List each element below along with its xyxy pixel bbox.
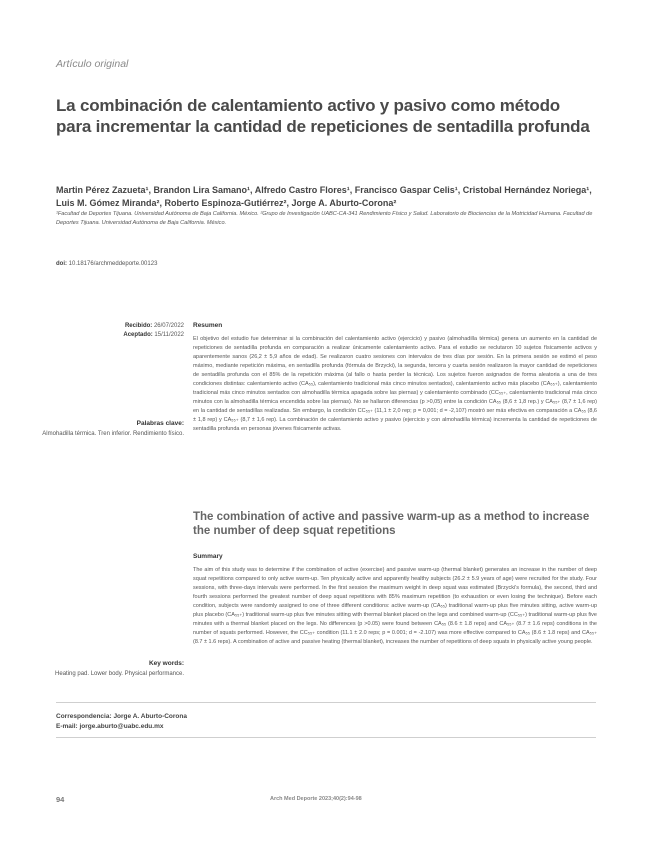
received-label: Recibido: (124, 323, 153, 329)
resumen-text: El objetivo del estudio fue determinar si la combinación del calentamiento activo (ejercicio) y pasivo (almohadilla térmica) genera un aumento en la cantidad de repeticiones de sentadilla profunda en comparación a realizar únicamente calentamiento activo. Para el estudio se reclutaron 10 sujetos físicamente activos y aparentemente sanos (26,2 ± 5,9 años de edad). Se realizaron cuatro sesiones con intervalos de tres días por sesión. En la primera sesión se estimó el peso máximo, mediante repetición máxima, en sentadilla profunda (fórmula de Brzycki), la segunda, tercera y cuarta sesión realizaron la mayor cantidad de repeticiones de sentadilla profunda con el 85% de la repetición máxima (al fallo o hasta perder la técnica). Los sujetos fueron asignados de forma aleatoria a una de tres condiciones distintas: calentamiento activo (CA₅₅), calentamiento tradicional más cinco minutos sentados), calentamiento activo más placebo (CA₅₅₊), calentamiento tradicional más cinco minutos sentados con almohadilla térmica apagada sobre las piernas) y calentamiento combinado (CC₅₅₊, calentamiento tradicional más cinco minutos con la almohadilla térmica encendida sobre las piernas). No se hallaron diferencias (p >0,05) entre la condición CA₅₅ (8,6 ± 1,8 rep.) y CA₅₅₊ (8,7 ± 1,6 rep) en la cantidad de sentadillas realizadas. Sin embargo, la condición CC₅₅₊ (11,1 ± 2,0 rep; p = 0,001; d = -2,107) mostró ser más efectiva en comparación a CA₅₅ (8,6 ± 1,8 rep) y CA₅₅₊ (8,7 ± 1,6 rep). La combinación de calentamiento activo y pasivo (ejercicio y con almohadilla térmica) incrementa la cantidad de repeticiones de sentadilla profunda en personas jóvenes físicamente activas. (193, 336, 597, 432)
page-number: 94 (56, 795, 65, 804)
accepted-label: Aceptado: (123, 332, 153, 338)
doi-label: doi: (56, 261, 67, 267)
keywords-es-text: Almohadilla térmica. Tren inferior. Rendimiento físico. (42, 431, 184, 437)
correspondence-label: Correspondencia: (56, 713, 112, 720)
received-date: 26/07/2022 (153, 323, 184, 329)
english-title: The combination of active and passive warm-up as a method to increase the number of deep squat repetitions (193, 511, 590, 537)
correspondence-block (56, 712, 187, 732)
journal-citation: Arch Med Deporte 2023;40(2):94-98 (270, 796, 362, 802)
dates-block (56, 322, 184, 340)
article-title: La combinación de calentamiento activo y pasivo como método para incrementar la cantidad de repeticiones de sentadilla profunda (56, 96, 590, 136)
summary-heading: Summary (193, 553, 223, 560)
author-list: Martin Pérez Zazueta¹, Brandon Lira Samano¹, Alfredo Castro Flores¹, Francisco Gaspar Celis¹, Cristobal Hernández Noriega¹, Luis M. Gómez Miranda², Roberto Espinoza-Gutiérrez², Jorge A. Aburto-Corona² (56, 185, 592, 208)
resumen-heading: Resumen (193, 322, 223, 329)
doi (56, 261, 157, 267)
keywords-es-heading: Palabras clave: (136, 420, 184, 427)
accepted-date: 15/11/2022 (154, 332, 184, 338)
summary-text: The aim of this study was to determine if the combination of active (exercise) and passive warm-up (thermal blanket) generates an increase in the number of deep squat repetitions compared to only active warm-up. Ten physically active and apparently healthy subjects (26.2 ± 5.9 years of age) were recruited for the study. Four sessions, with three-days intervals were performed. In the first session the maximum weight in deep squat was estimated (Brzycki's formula), the second, third and fourth sessions performed the greatest number of deep squat repetitions with 85% maximum repetition (to exhaustion or even losing the technique). Before each condition, subjects were randomly assigned to one of three different conditions: active warm-up (CA₅₅) traditional warm-up plus five minutes sitting, active warm-up plus placebo (CA₅₅₊) traditional warm-up plus five minutes sitting with thermal blanket placed on the legs and combined warm-up (CC₅₅₊) traditional warm-up plus five minutes with a thermal blanket placed on the legs. No differences (p >0.05) were found between CA₅₅ (8.6 ± 1.8 reps) and CA₅₅₊ (8.7 ± 1.6 reps) conditions in the number of squats performed. However, the CC₅₅₊ condition (11.1 ± 2.0 reps; p = 0.001; d = -2.107) was more effective compared to CA₅₅ (8.6 ± 1.8 reps) and CA₅₅₊ (8.7 ± 1.6 reps). A combination of active and passive heating (thermal blanket), increases the number of repetitions of deep squats in physically active young people. (193, 567, 597, 645)
keywords-en-text: Heating pad. Lower body. Physical performance. (55, 671, 184, 677)
section-label: Artículo original (56, 58, 129, 70)
doi-link[interactable]: 10.18176/archmeddeporte.00123 (68, 261, 158, 267)
affiliations: ¹Facultad de Deportes Tijuana. Universidad Autónoma de Baja California. México. ²Grupo de Investigación UABC-CA-341 Rendimiento Físico y Salud. Laboratorio de Biociencias de la Motricidad Humana. Facultad de Deportes Tijuana. Universidad Autónoma de Baja California. México. (56, 211, 593, 226)
divider (56, 702, 596, 703)
email-link[interactable]: jorge.aburto@uabc.edu.mx (79, 723, 164, 730)
keywords-en-heading: Key words: (148, 660, 184, 667)
correspondence-name: Jorge A. Aburto-Corona (113, 713, 187, 720)
divider (56, 737, 596, 738)
email-label: E-mail: (56, 723, 78, 730)
